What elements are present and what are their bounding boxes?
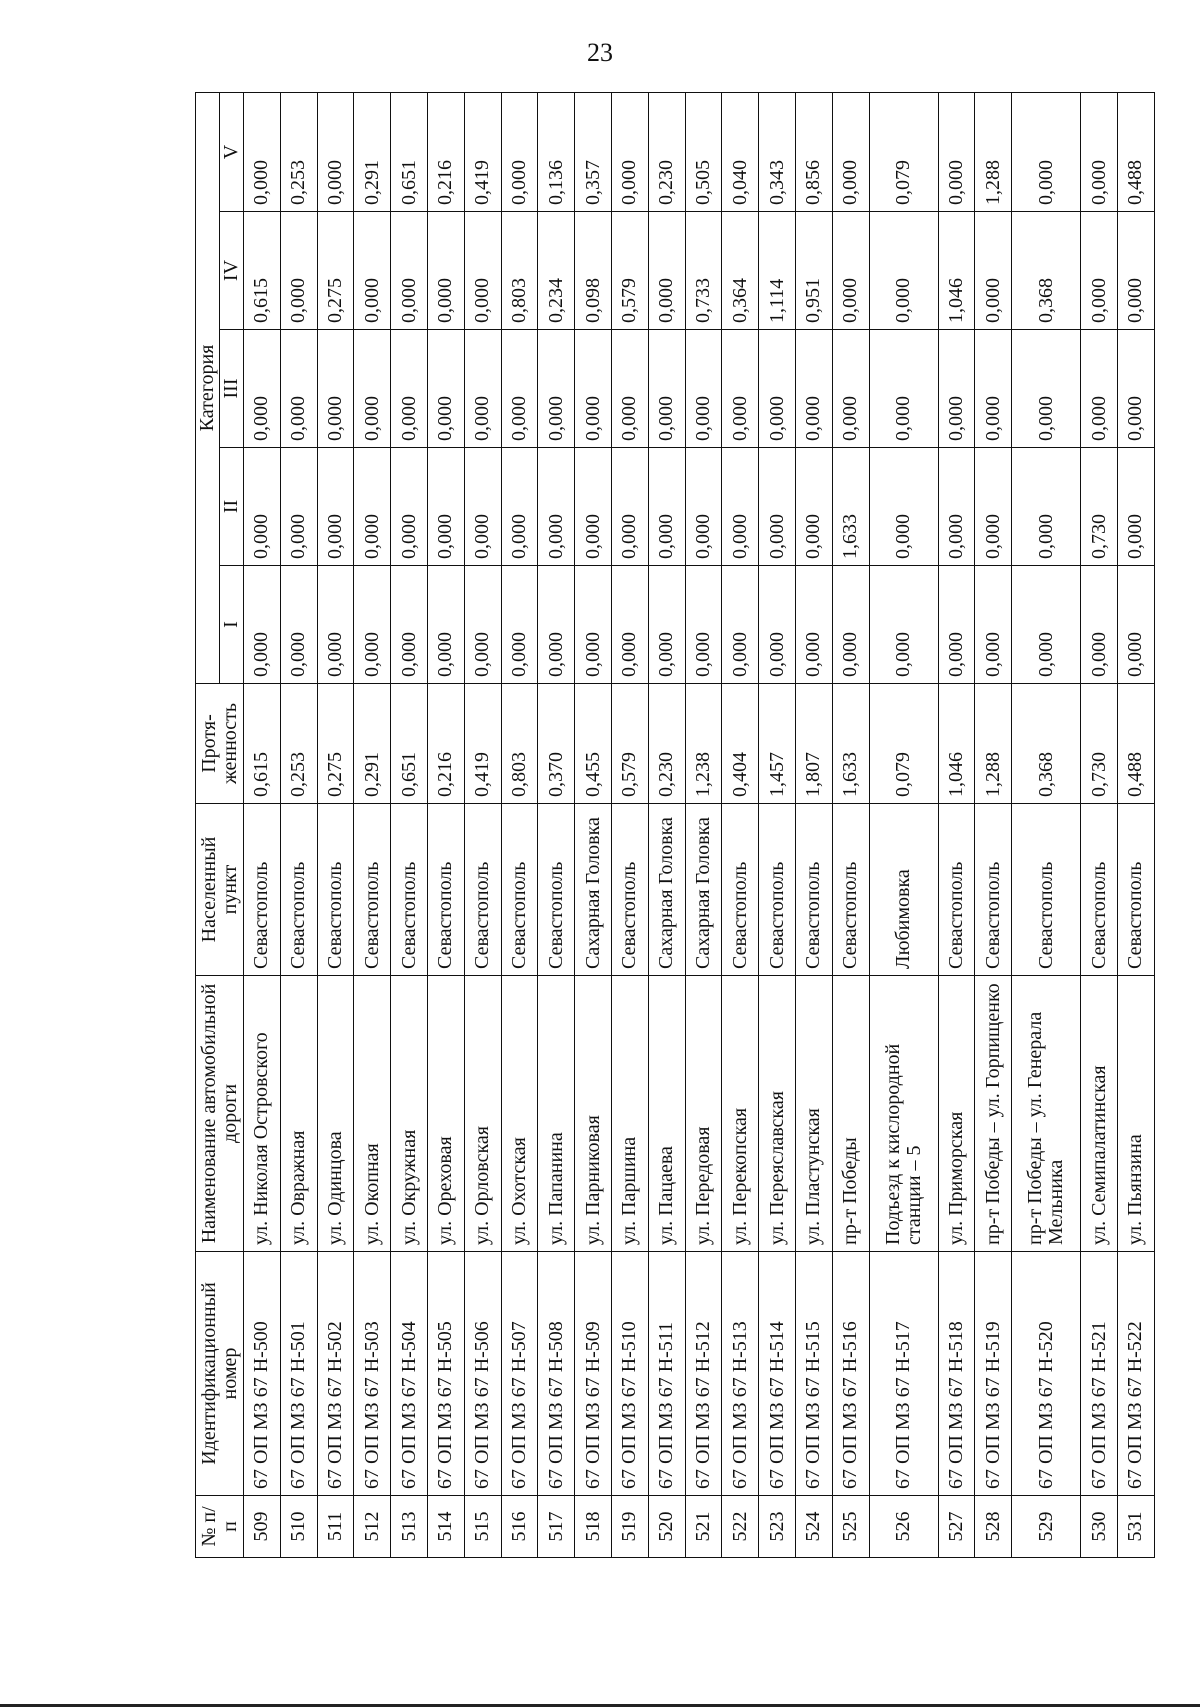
page-number: 23 (587, 38, 613, 67)
header-settlement: Населенный пункт (196, 804, 244, 976)
cell-road-name: Подъезд к кислородной станции – 5 (869, 976, 938, 1252)
cell-cat-i: 0,000 (464, 566, 501, 684)
cell-no: 517 (538, 1496, 575, 1558)
cell-id: 67 ОП МЗ 67 Н-515 (795, 1252, 832, 1496)
cell-cat-v: 0,230 (648, 92, 685, 211)
cell-settlement: Севастополь (354, 804, 391, 976)
cell-cat-v: 0,000 (938, 92, 975, 211)
cell-road-name: ул. Переяславская (759, 976, 796, 1252)
cell-id: 67 ОП МЗ 67 Н-516 (832, 1252, 869, 1496)
cell-length: 0,803 (501, 684, 538, 804)
cell-settlement: Севастополь (1012, 804, 1081, 976)
cell-length: 0,404 (722, 684, 759, 804)
cell-no: 510 (280, 1496, 317, 1558)
cell-no: 515 (464, 1496, 501, 1558)
cell-cat-i: 0,000 (1012, 566, 1081, 684)
cell-cat-iii: 0,000 (317, 330, 354, 448)
cell-cat-iv: 1,114 (759, 212, 796, 330)
cell-cat-iii: 0,000 (501, 330, 538, 448)
cell-cat-i: 0,000 (832, 566, 869, 684)
cell-settlement: Севастополь (538, 804, 575, 976)
cell-cat-iii: 0,000 (795, 330, 832, 448)
cell-cat-v: 0,505 (685, 92, 722, 211)
cell-cat-v: 0,000 (244, 92, 281, 211)
cell-no: 519 (611, 1496, 648, 1558)
cell-id: 67 ОП МЗ 67 Н-520 (1012, 1252, 1081, 1496)
cell-settlement: Севастополь (391, 804, 428, 976)
cell-cat-iii: 0,000 (722, 330, 759, 448)
cell-cat-iv: 0,364 (722, 212, 759, 330)
cell-cat-ii: 0,000 (938, 448, 975, 566)
cell-cat-ii: 0,000 (464, 448, 501, 566)
cell-cat-iii: 0,000 (280, 330, 317, 448)
cell-road-name: пр-т Победы – ул. Горпищенко (975, 976, 1012, 1252)
cell-cat-iv: 0,000 (1081, 212, 1118, 330)
cell-no: 528 (975, 1496, 1012, 1558)
cell-id: 67 ОП МЗ 67 Н-508 (538, 1252, 575, 1496)
cell-id: 67 ОП МЗ 67 Н-519 (975, 1252, 1012, 1496)
cell-cat-iv: 0,000 (1117, 212, 1154, 330)
cell-cat-iv: 0,000 (280, 212, 317, 330)
header-id: Идентификационный номер (196, 1252, 244, 1496)
cell-length: 0,253 (280, 684, 317, 804)
cell-length: 1,633 (832, 684, 869, 804)
cell-cat-iii: 0,000 (1081, 330, 1118, 448)
cell-settlement: Севастополь (427, 804, 464, 976)
cell-settlement: Севастополь (464, 804, 501, 976)
header-cat-i: I (220, 566, 244, 684)
cell-cat-ii: 0,000 (1012, 448, 1081, 566)
cell-cat-v: 0,488 (1117, 92, 1154, 211)
cell-road-name: пр-т Победы (832, 976, 869, 1252)
cell-road-name: ул. Передовая (685, 976, 722, 1252)
cell-cat-v: 0,291 (354, 92, 391, 211)
cell-cat-ii: 0,000 (244, 448, 281, 566)
cell-cat-ii: 0,000 (354, 448, 391, 566)
table-row (832, 92, 869, 1557)
header-cat-ii: II (220, 448, 244, 566)
header-category: Категория (196, 92, 220, 683)
cell-settlement: Севастополь (280, 804, 317, 976)
cell-settlement: Любимовка (869, 804, 938, 976)
cell-id: 67 ОП МЗ 67 Н-522 (1117, 1252, 1154, 1496)
table-row (938, 92, 975, 1557)
cell-settlement: Севастополь (975, 804, 1012, 976)
table-row (1117, 92, 1154, 1557)
table-row (685, 92, 722, 1557)
cell-cat-ii: 0,000 (1117, 448, 1154, 566)
cell-cat-v: 0,000 (611, 92, 648, 211)
cell-no: 518 (575, 1496, 612, 1558)
cell-cat-iv: 0,000 (464, 212, 501, 330)
cell-length: 1,457 (759, 684, 796, 804)
cell-cat-iii: 0,000 (938, 330, 975, 448)
table-row (795, 92, 832, 1557)
cell-road-name: ул. Николая Островского (244, 976, 281, 1252)
table-row (354, 92, 391, 1557)
table-row (501, 92, 538, 1557)
cell-cat-i: 0,000 (575, 566, 612, 684)
cell-id: 67 ОП МЗ 67 Н-521 (1081, 1252, 1118, 1496)
cell-cat-i: 0,000 (722, 566, 759, 684)
cell-cat-v: 0,856 (795, 92, 832, 211)
cell-cat-iv: 0,000 (648, 212, 685, 330)
cell-settlement: Севастополь (501, 804, 538, 976)
roads-table (195, 92, 1155, 1558)
cell-no: 530 (1081, 1496, 1118, 1558)
cell-length: 0,291 (354, 684, 391, 804)
cell-cat-ii: 0,000 (759, 448, 796, 566)
cell-settlement: Севастополь (795, 804, 832, 976)
cell-cat-iv: 0,234 (538, 212, 575, 330)
cell-id: 67 ОП МЗ 67 Н-502 (317, 1252, 354, 1496)
cell-cat-ii: 0,000 (648, 448, 685, 566)
cell-road-name: ул. Окопная (354, 976, 391, 1252)
cell-road-name: ул. Приморская (938, 976, 975, 1252)
cell-id: 67 ОП МЗ 67 Н-510 (611, 1252, 648, 1496)
table-row (759, 92, 796, 1557)
cell-no: 509 (244, 1496, 281, 1558)
cell-settlement: Севастополь (832, 804, 869, 976)
table-frame (195, 93, 1155, 1558)
cell-no: 523 (759, 1496, 796, 1558)
cell-settlement: Севастополь (1081, 804, 1118, 976)
cell-cat-i: 0,000 (975, 566, 1012, 684)
cell-id: 67 ОП МЗ 67 Н-500 (244, 1252, 281, 1496)
table-row (464, 92, 501, 1557)
cell-cat-ii: 0,000 (538, 448, 575, 566)
cell-no: 526 (869, 1496, 938, 1558)
cell-road-name: ул. Семипалатинская (1081, 976, 1118, 1252)
cell-cat-i: 0,000 (938, 566, 975, 684)
cell-cat-iv: 0,098 (575, 212, 612, 330)
cell-id: 67 ОП МЗ 67 Н-501 (280, 1252, 317, 1496)
cell-cat-ii: 0,000 (869, 448, 938, 566)
cell-cat-i: 0,000 (1081, 566, 1118, 684)
cell-cat-iv: 0,275 (317, 212, 354, 330)
cell-id: 67 ОП МЗ 67 Н-506 (464, 1252, 501, 1496)
cell-cat-iii: 0,000 (611, 330, 648, 448)
cell-settlement: Севастополь (611, 804, 648, 976)
cell-cat-iii: 0,000 (648, 330, 685, 448)
cell-cat-v: 0,000 (1012, 92, 1081, 211)
cell-cat-iv: 0,000 (427, 212, 464, 330)
cell-cat-iii: 0,000 (869, 330, 938, 448)
cell-length: 1,807 (795, 684, 832, 804)
cell-length: 0,079 (869, 684, 938, 804)
cell-cat-i: 0,000 (538, 566, 575, 684)
cell-settlement: Севастополь (1117, 804, 1154, 976)
cell-cat-iv: 0,000 (354, 212, 391, 330)
cell-road-name: ул. Пацаева (648, 976, 685, 1252)
cell-id: 67 ОП МЗ 67 Н-512 (685, 1252, 722, 1496)
cell-cat-v: 0,000 (832, 92, 869, 211)
cell-cat-i: 0,000 (280, 566, 317, 684)
cell-cat-i: 0,000 (1117, 566, 1154, 684)
table-row (1081, 92, 1118, 1557)
cell-cat-iii: 0,000 (575, 330, 612, 448)
cell-cat-ii: 0,000 (795, 448, 832, 566)
cell-id: 67 ОП МЗ 67 Н-504 (391, 1252, 428, 1496)
cell-length: 0,370 (538, 684, 575, 804)
cell-no: 525 (832, 1496, 869, 1558)
cell-cat-ii: 0,000 (975, 448, 1012, 566)
cell-id: 67 ОП МЗ 67 Н-507 (501, 1252, 538, 1496)
cell-road-name: ул. Окружная (391, 976, 428, 1252)
cell-id: 67 ОП МЗ 67 Н-518 (938, 1252, 975, 1496)
cell-road-name: ул. Парниковая (575, 976, 612, 1252)
cell-settlement: Севастополь (317, 804, 354, 976)
table-row (869, 92, 938, 1557)
cell-id: 67 ОП МЗ 67 Н-514 (759, 1252, 796, 1496)
cell-settlement: Сахарная Головка (685, 804, 722, 976)
cell-no: 527 (938, 1496, 975, 1558)
table-row (244, 92, 281, 1557)
cell-cat-v: 0,000 (501, 92, 538, 211)
cell-cat-iv: 1,046 (938, 212, 975, 330)
cell-cat-ii: 1,633 (832, 448, 869, 566)
cell-no: 512 (354, 1496, 391, 1558)
cell-cat-i: 0,000 (611, 566, 648, 684)
header-cat-v: V (220, 92, 244, 211)
cell-no: 531 (1117, 1496, 1154, 1558)
table-row (317, 92, 354, 1557)
cell-cat-iii: 0,000 (975, 330, 1012, 448)
header-no: № п/п (196, 1496, 244, 1558)
table-row (391, 92, 428, 1557)
cell-cat-ii: 0,730 (1081, 448, 1118, 566)
cell-cat-i: 0,000 (869, 566, 938, 684)
table-row (538, 92, 575, 1557)
cell-cat-iii: 0,000 (391, 330, 428, 448)
cell-cat-v: 0,651 (391, 92, 428, 211)
cell-road-name: ул. Паршина (611, 976, 648, 1252)
cell-road-name: ул. Пьянзина (1117, 976, 1154, 1252)
cell-cat-v: 0,136 (538, 92, 575, 211)
cell-cat-ii: 0,000 (722, 448, 759, 566)
cell-cat-iii: 0,000 (685, 330, 722, 448)
cell-cat-i: 0,000 (685, 566, 722, 684)
cell-road-name: ул. Овражная (280, 976, 317, 1252)
cell-cat-iii: 0,000 (464, 330, 501, 448)
cell-road-name: ул. Перекопская (722, 976, 759, 1252)
cell-cat-i: 0,000 (244, 566, 281, 684)
cell-cat-iv: 0,579 (611, 212, 648, 330)
cell-settlement: Сахарная Головка (575, 804, 612, 976)
cell-no: 524 (795, 1496, 832, 1558)
cell-road-name: ул. Папанина (538, 976, 575, 1252)
cell-length: 0,488 (1117, 684, 1154, 804)
cell-no: 529 (1012, 1496, 1081, 1558)
cell-cat-iv: 0,733 (685, 212, 722, 330)
cell-settlement: Севастополь (722, 804, 759, 976)
cell-cat-ii: 0,000 (391, 448, 428, 566)
cell-length: 1,288 (975, 684, 1012, 804)
cell-cat-ii: 0,000 (280, 448, 317, 566)
cell-length: 0,368 (1012, 684, 1081, 804)
cell-cat-iv: 0,803 (501, 212, 538, 330)
cell-road-name: ул. Пластунская (795, 976, 832, 1252)
cell-cat-iii: 0,000 (244, 330, 281, 448)
cell-road-name: ул. Орловская (464, 976, 501, 1252)
cell-road-name: ул. Одинцова (317, 976, 354, 1252)
table-row (611, 92, 648, 1557)
cell-cat-iv: 0,615 (244, 212, 281, 330)
cell-cat-ii: 0,000 (575, 448, 612, 566)
cell-cat-iii: 0,000 (427, 330, 464, 448)
cell-cat-v: 0,253 (280, 92, 317, 211)
cell-cat-iv: 0,951 (795, 212, 832, 330)
cell-no: 513 (391, 1496, 428, 1558)
cell-cat-v: 0,216 (427, 92, 464, 211)
rotated-table-container (195, 93, 1155, 1558)
cell-cat-v: 1,288 (975, 92, 1012, 211)
cell-settlement: Севастополь (244, 804, 281, 976)
cell-length: 0,216 (427, 684, 464, 804)
cell-cat-iii: 0,000 (354, 330, 391, 448)
cell-cat-i: 0,000 (795, 566, 832, 684)
cell-id: 67 ОП МЗ 67 Н-513 (722, 1252, 759, 1496)
cell-cat-v: 0,419 (464, 92, 501, 211)
cell-cat-v: 0,000 (317, 92, 354, 211)
cell-cat-ii: 0,000 (501, 448, 538, 566)
header-length: Протя-женность (196, 684, 244, 804)
cell-cat-iii: 0,000 (538, 330, 575, 448)
cell-road-name: ул. Ореховая (427, 976, 464, 1252)
cell-length: 0,419 (464, 684, 501, 804)
cell-length: 0,275 (317, 684, 354, 804)
table-row (1012, 92, 1081, 1557)
cell-road-name: ул. Охотская (501, 976, 538, 1252)
table-row (648, 92, 685, 1557)
cell-cat-iv: 0,000 (832, 212, 869, 330)
table-body (244, 92, 1155, 1557)
cell-cat-iii: 0,000 (759, 330, 796, 448)
table-header (196, 92, 244, 1557)
cell-road-name: пр-т Победы – ул. Генерала Мельника (1012, 976, 1081, 1252)
cell-cat-i: 0,000 (317, 566, 354, 684)
cell-settlement: Севастополь (938, 804, 975, 976)
cell-cat-i: 0,000 (391, 566, 428, 684)
cell-id: 67 ОП МЗ 67 Н-503 (354, 1252, 391, 1496)
table-row (722, 92, 759, 1557)
cell-no: 521 (685, 1496, 722, 1558)
header-road-name: Наименование автомобильной дороги (196, 976, 244, 1252)
cell-cat-ii: 0,000 (685, 448, 722, 566)
cell-no: 516 (501, 1496, 538, 1558)
cell-cat-i: 0,000 (354, 566, 391, 684)
cell-settlement: Сахарная Головка (648, 804, 685, 976)
cell-settlement: Севастополь (759, 804, 796, 976)
cell-no: 511 (317, 1496, 354, 1558)
header-cat-iv: IV (220, 212, 244, 330)
cell-length: 0,730 (1081, 684, 1118, 804)
cell-cat-iv: 0,000 (869, 212, 938, 330)
cell-id: 67 ОП МЗ 67 Н-511 (648, 1252, 685, 1496)
cell-cat-v: 0,000 (1081, 92, 1118, 211)
table-row (280, 92, 317, 1557)
cell-no: 520 (648, 1496, 685, 1558)
cell-cat-i: 0,000 (501, 566, 538, 684)
cell-cat-iii: 0,000 (1012, 330, 1081, 448)
cell-cat-ii: 0,000 (427, 448, 464, 566)
cell-cat-iv: 0,368 (1012, 212, 1081, 330)
cell-length: 0,579 (611, 684, 648, 804)
cell-no: 522 (722, 1496, 759, 1558)
cell-cat-v: 0,040 (722, 92, 759, 211)
cell-length: 1,238 (685, 684, 722, 804)
cell-length: 1,046 (938, 684, 975, 804)
cell-cat-iii: 0,000 (832, 330, 869, 448)
cell-cat-iv: 0,000 (391, 212, 428, 330)
cell-cat-ii: 0,000 (611, 448, 648, 566)
table-row (427, 92, 464, 1557)
cell-cat-ii: 0,000 (317, 448, 354, 566)
cell-cat-i: 0,000 (427, 566, 464, 684)
cell-cat-v: 0,079 (869, 92, 938, 211)
cell-cat-iv: 0,000 (975, 212, 1012, 330)
cell-length: 0,615 (244, 684, 281, 804)
table-row (575, 92, 612, 1557)
cell-length: 0,455 (575, 684, 612, 804)
cell-cat-v: 0,343 (759, 92, 796, 211)
header-cat-iii: III (220, 330, 244, 448)
cell-length: 0,230 (648, 684, 685, 804)
cell-id: 67 ОП МЗ 67 Н-517 (869, 1252, 938, 1496)
cell-cat-v: 0,357 (575, 92, 612, 211)
cell-cat-i: 0,000 (648, 566, 685, 684)
cell-id: 67 ОП МЗ 67 Н-505 (427, 1252, 464, 1496)
cell-cat-i: 0,000 (759, 566, 796, 684)
cell-length: 0,651 (391, 684, 428, 804)
cell-id: 67 ОП МЗ 67 Н-509 (575, 1252, 612, 1496)
table-row (975, 92, 1012, 1557)
cell-no: 514 (427, 1496, 464, 1558)
cell-cat-iii: 0,000 (1117, 330, 1154, 448)
